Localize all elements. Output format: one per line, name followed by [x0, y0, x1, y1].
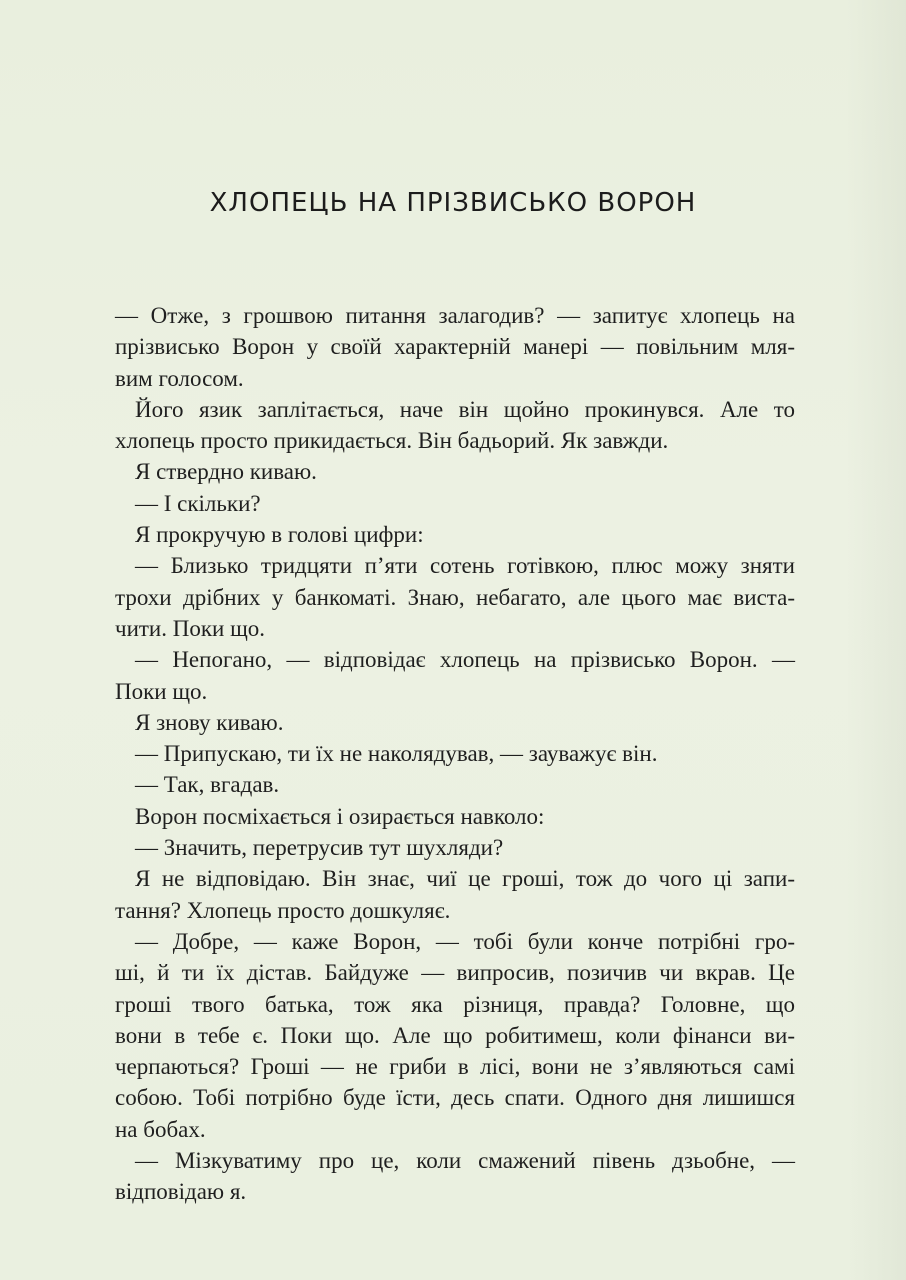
text-line: ші, й ти їх дістав. Байдуже — випросив, позичив чи вкрав. Це	[115, 960, 795, 986]
text-line: вони в тебе є. Поки що. Але що робитимеш, коли фінанси ви-	[115, 1022, 795, 1048]
chapter-title: ХЛОПЕЦЬ НА ПРІЗВИСЬКО ВОРОН	[209, 188, 697, 218]
text-line: собою. Тобі потрібно буде їсти, десь спати. Одного дня лишишся	[115, 1085, 795, 1111]
text-line: Його язик заплітається, наче він щойно прокинувся. Але то	[135, 396, 795, 422]
text-line: Я знову киваю.	[135, 709, 284, 735]
text-line: — Добре, — каже Ворон, — тобі були конче потрібні гро-	[135, 928, 795, 954]
text-line: вим голосом.	[115, 365, 244, 391]
text-line: — Близько тридцяти п’яти сотень готівкою, плюс можу зняти	[135, 553, 795, 579]
text-line: — Непогано, — відповідає хлопець на прізвисько Ворон. —	[135, 647, 795, 673]
text-line: гроші твого батька, тож яка різниця, правда? Головне, що	[115, 991, 795, 1017]
text-line: — І скільки?	[135, 490, 261, 516]
text-line: хлопець просто прикидається. Він бадьорий. Як завжди.	[115, 428, 669, 454]
text-line: прізвисько Ворон у своїй характерній манері — повільним мля-	[115, 334, 795, 360]
text-line: на бобах.	[115, 1116, 206, 1142]
text-line: — Мізкуватиму про це, коли смажений півень дзьобне, —	[135, 1148, 795, 1174]
text-line: відповідаю я.	[115, 1179, 247, 1205]
text-line: черпаються? Гроші — не гриби в лісі, вони не з’являються самі	[115, 1054, 795, 1080]
text-line: Я не відповідаю. Він знає, чиї це гроші, тож до чого ці запи-	[135, 866, 795, 892]
text-line: чити. Поки що.	[115, 615, 266, 641]
text-line: — Значить, перетрусив тут шухляди?	[135, 835, 504, 861]
text-line: тання? Хлопець просто дошкуляє.	[115, 897, 451, 923]
text-line: Поки що.	[115, 678, 208, 704]
text-line: — Отже, з грошвою питання залагодив? — запитує хлопець на	[115, 303, 795, 328]
body-text	[115, 300, 795, 1208]
text-line: Ворон посміхається і озирається навколо:	[135, 803, 545, 829]
text-line: Я прокручую в голові цифри:	[135, 522, 424, 548]
text-line: — Так, вгадав.	[135, 772, 280, 798]
text-line: — Припускаю, ти їх не наколядував, — зауважує він.	[135, 741, 658, 767]
text-line: Я ствердно киваю.	[135, 459, 317, 485]
text-line: трохи дрібних у банкоматі. Знаю, небагато, але цього має виста-	[115, 584, 795, 610]
